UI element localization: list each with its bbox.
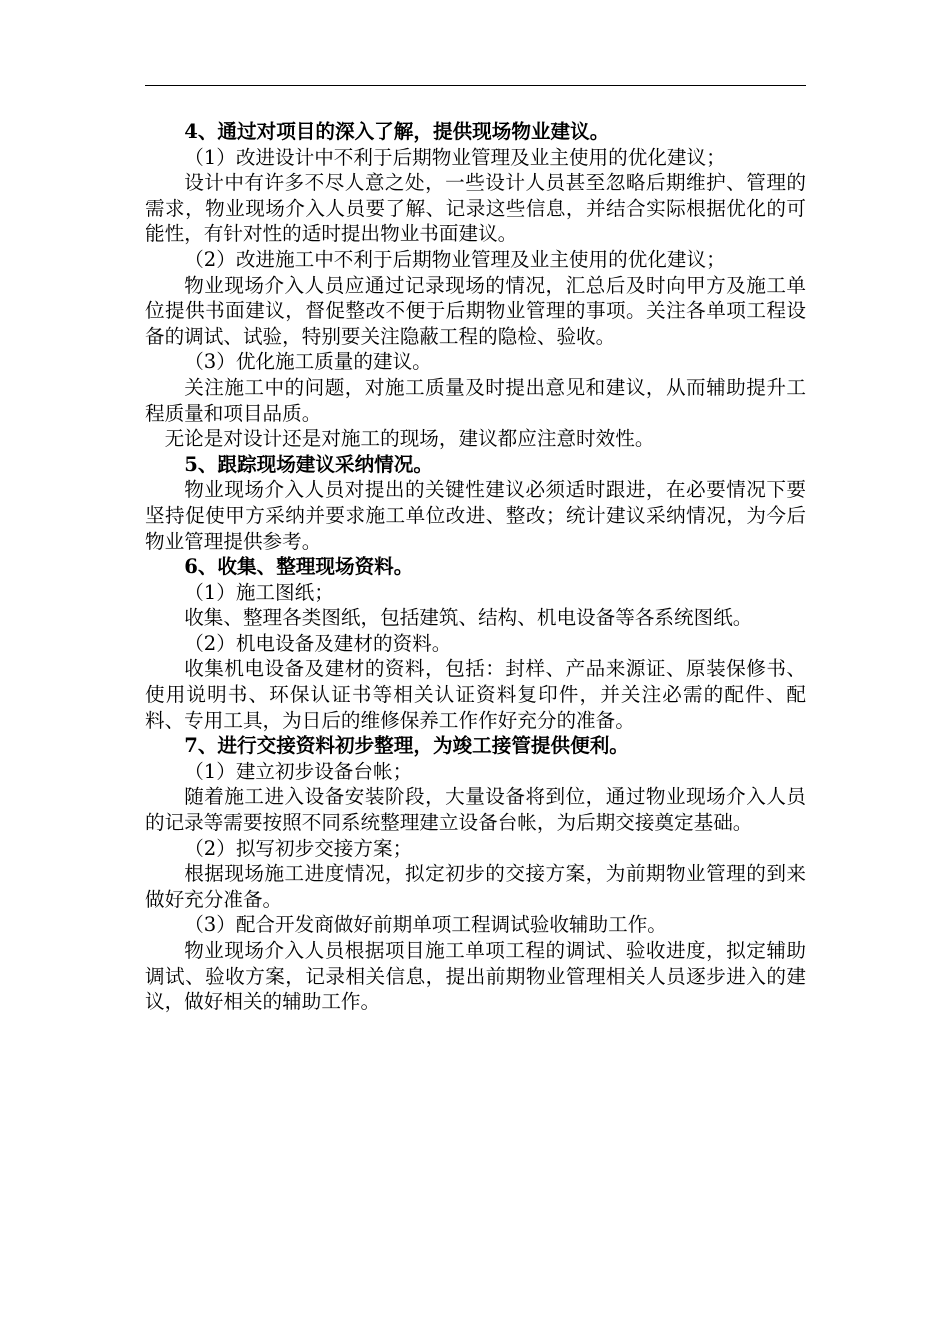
section-heading-5: 5、跟踪现场建议采纳情况。 <box>184 452 433 476</box>
paragraph-7-3: 物业现场介入人员根据项目施工单项工程的调试、验收进度，拟定辅助调试、验收方案，记录相关信息，提出前期物业管理相关人员逐步进入的建议，做好相关的辅助工作。 <box>145 939 806 1014</box>
paragraph-6-1: 收集、整理各类图纸，包括建筑、结构、机电设备等各系统图纸。 <box>184 606 753 630</box>
subheading-4-2: （2）改进施工中不利于后期物业管理及业主使用的优化建议； <box>184 247 726 271</box>
section-heading-7: 7、进行交接资料初步整理，为竣工接管提供便利。 <box>184 734 629 758</box>
subheading-7-1: （1）建立初步设备台帐； <box>184 759 413 783</box>
subheading-4-3: （3）优化施工质量的建议。 <box>184 350 432 374</box>
subheading-7-2: （2）拟写初步交接方案； <box>184 836 413 860</box>
subheading-7-3: （3）配合开发商做好前期单项工程调试验收辅助工作。 <box>184 913 667 937</box>
section-heading-4: 4、通过对项目的深入了解，提供现场物业建议。 <box>184 120 610 143</box>
paragraph-7-1: 随着施工进入设备安装阶段，大量设备将到位，通过物业现场介入人员的记录等需要按照不同系统整理建立设备台帐，为后期交接奠定基础。 <box>145 785 806 835</box>
subheading-6-1: （1）施工图纸； <box>184 580 334 604</box>
document-body <box>145 119 806 1015</box>
header-rule <box>145 85 806 86</box>
subheading-4-1: （1）改进设计中不利于后期物业管理及业主使用的优化建议； <box>184 145 726 169</box>
paragraph-5: 物业现场介入人员对提出的关键性建议必须适时跟进，在必要情况下要坚持促使甲方采纳并要求施工单位改进、整改；统计建议采纳情况，为今后物业管理提供参考。 <box>145 478 806 553</box>
paragraph-4-1: 设计中有许多不尽人意之处，一些设计人员甚至忽略后期维护、管理的需求，物业现场介入人员要了解、记录这些信息，并结合实际根据优化的可能性，有针对性的适时提出物业书面建议。 <box>145 171 806 246</box>
subheading-6-2: （2）机电设备及建材的资料。 <box>184 631 452 655</box>
paragraph-4-3: 关注施工中的问题，对施工质量及时提出意见和建议，从而辅助提升工程质量和项目品质。 <box>145 375 806 425</box>
paragraph-7-2: 根据现场施工进度情况，拟定初步的交接方案，为前期物业管理的到来做好充分准备。 <box>145 862 806 911</box>
paragraph-4-2: 物业现场介入人员应通过记录现场的情况，汇总后及时向甲方及施工单位提供书面建议，督促整改不便于后期物业管理的事项。关注各单项工程设备的调试、试验，特别要关注隐蔽工程的隐检、验收。 <box>145 273 806 348</box>
paragraph-6-2: 收集机电设备及建材的资料，包括：封样、产品来源证、原装保修书、使用说明书、环保认证书等相关认证资料复印件，并关注必需的配件、配料、专用工具，为日后的维修保养工作作好充分的准备。 <box>145 657 806 732</box>
paragraph-4-note: 无论是对设计还是对施工的现场，建议都应注意时效性。 <box>164 427 655 451</box>
section-heading-6: 6、收集、整理现场资料。 <box>184 555 414 579</box>
